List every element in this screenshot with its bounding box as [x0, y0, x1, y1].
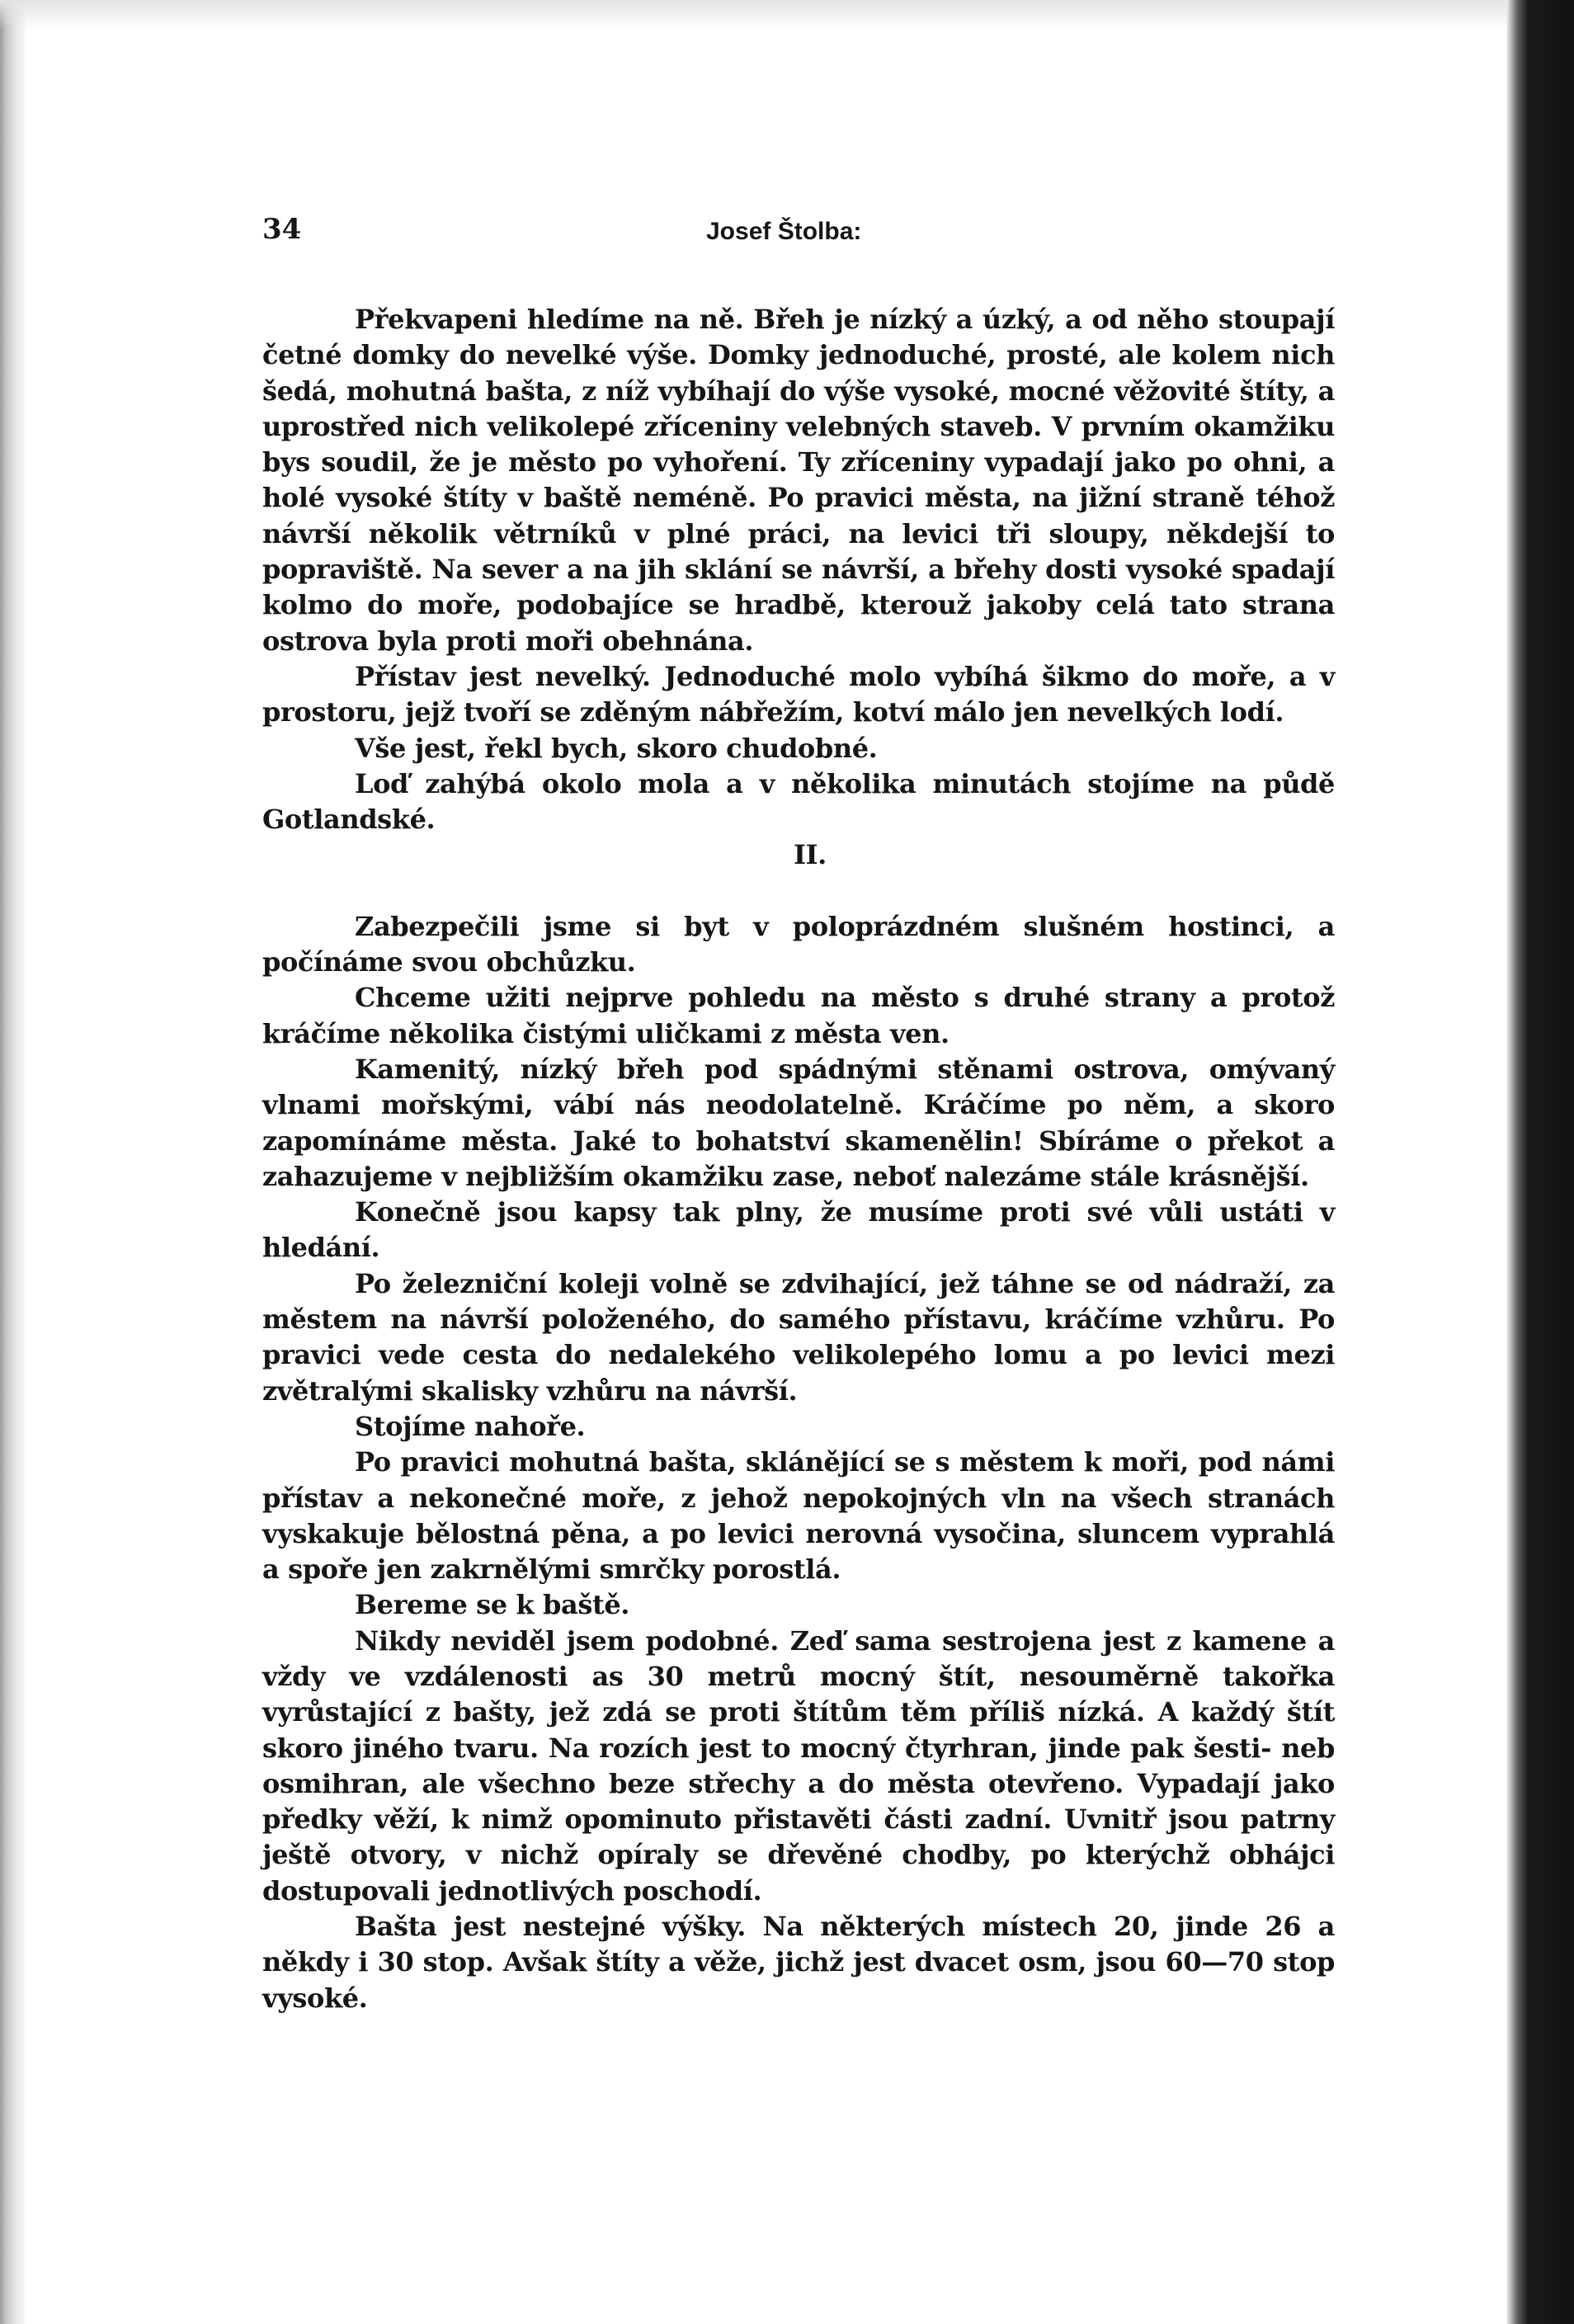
paragraph: Kamenitý, nízký břeh pod spádnými stěnami ostrova, omývaný vlnami mořskými, vábí nás neodolatelně. Kráčíme po něm, a skoro zapomínáme města. Jaké to bohatství skamenělin! Sbíráme o překot a zahazujeme v nejbližším okamžiku zase, neboť nalezáme stále krásnější. [262, 1053, 1335, 1192]
running-head [262, 213, 1335, 254]
paragraph: Po železniční koleji volně se zdvihající, jež táhne se od nádraží, za městem na návrší položeného, do samého přístavu, kráčíme vzhůru. Po pravici vede cesta do nedalekého velikolepého lomu a po levici mezi zvětralými skalisky vzhůru na návrší. [262, 1267, 1335, 1407]
section-heading: II. [794, 839, 827, 871]
paragraph: Přístav jest nevelký. Jednoduché molo vybíhá šikmo do moře, a v prostoru, jejž tvoří se zděným nábřežím, kotví málo jen nevelkých lodí. [262, 660, 1335, 728]
paragraph: Po pravici mohutná bašta, sklánějící se s městem k moři, pod námi přístav a nekonečné moře, z jehož nepokojných vln na všech stranách vyskakuje bělostná pěna, a po levici nerovná vysočina, sluncem vyprahlá a spoře jen zakrnělými smrčky porostlá. [262, 1446, 1335, 1586]
paragraph: Vše jest, řekl bych, skoro chudobné. [355, 732, 878, 764]
paragraph: Nikdy neviděl jsem podobné. Zeď sama sestrojena jest z kamene a vždy ve vzdálenosti as 30 metrů mocný štít, nesouměrně takořka vyrůstající z bašty, jež zdá se proti štítům těm příliš nízká. A každý štít skoro jiného tvaru. Na rozích jest to mocný čtyrhran, jinde pak šesti- neb osmihran, ale všechno beze střechy a do města otevřeno. Vypadají jako předky věží, k nimž opominuto přistavěti části zadní. Uvnitř jsou patrny ještě otvory, v nichž opíraly se dřevěné chodby, po kterýchž obhájci dostupovali jednotlivých poschodí. [262, 1624, 1335, 1907]
paragraph: Zabezpečili jsme si byt v poloprázdném slušném hostinci, a počínáme svou obchůzku. [262, 910, 1335, 978]
paragraph: Chceme užiti nejprve pohledu na město s druhé strany a protož kráčíme několika čistými uličkami z města ven. [262, 982, 1335, 1049]
paragraph: Stojíme nahoře. [355, 1410, 586, 1442]
paragraph: Loď zahýbá okolo mola a v několika minutách stojíme na půdě Gotlandské. [262, 767, 1335, 836]
running-title: Josef Štolba: [706, 218, 862, 245]
book-page [262, 213, 1335, 2016]
paragraph: Konečně jsou kapsy tak plny, že musíme proti své vůli ustáti v hledání. [262, 1196, 1335, 1264]
paragraph: Překvapeni hledíme na ně. Břeh je nízký a úzký, a od něho stoupají četné domky do nevelké výše. Domky jednoduché, prosté, ale kolem nich šedá, mohutná bašta, z níž vybíhají do výše vysoké, mocné věžovité štíty, a uprostřed nich velikolepé zříceniny velebných staveb. V prvním okamžiku bys soudil, že je město po vyhoření. Ty zříceniny vypadají jako po ohni, a holé vysoké štíty v baště neméně. Po pravici města, na jižní straně téhož návrší několik větrníků v plné práci, na levici tři sloupy, někdejší to popraviště. Na sever a na jih sklání se návrší, a břehy dosti vysoké spadají kolmo do moře, podobajíce se hradbě, kterouž jakoby celá tato strana ostrova byla proti moři obehnána. [262, 304, 1335, 657]
scan-left-edge [0, 0, 25, 2324]
scan-right-edge [1506, 0, 1574, 2324]
body-text [262, 302, 1335, 2016]
paragraph: Bašta jest nestejné výšky. Na některých místech 20, jinde 26 a někdy i 30 stop. Avšak štíty a věže, jichž jest dvacet osm, jsou 60—70 stop vysoké. [262, 1911, 1335, 2014]
scan-top-shade [0, 0, 1506, 30]
paragraph: Bereme se k baště. [355, 1589, 630, 1621]
page-number: 34 [262, 213, 302, 246]
